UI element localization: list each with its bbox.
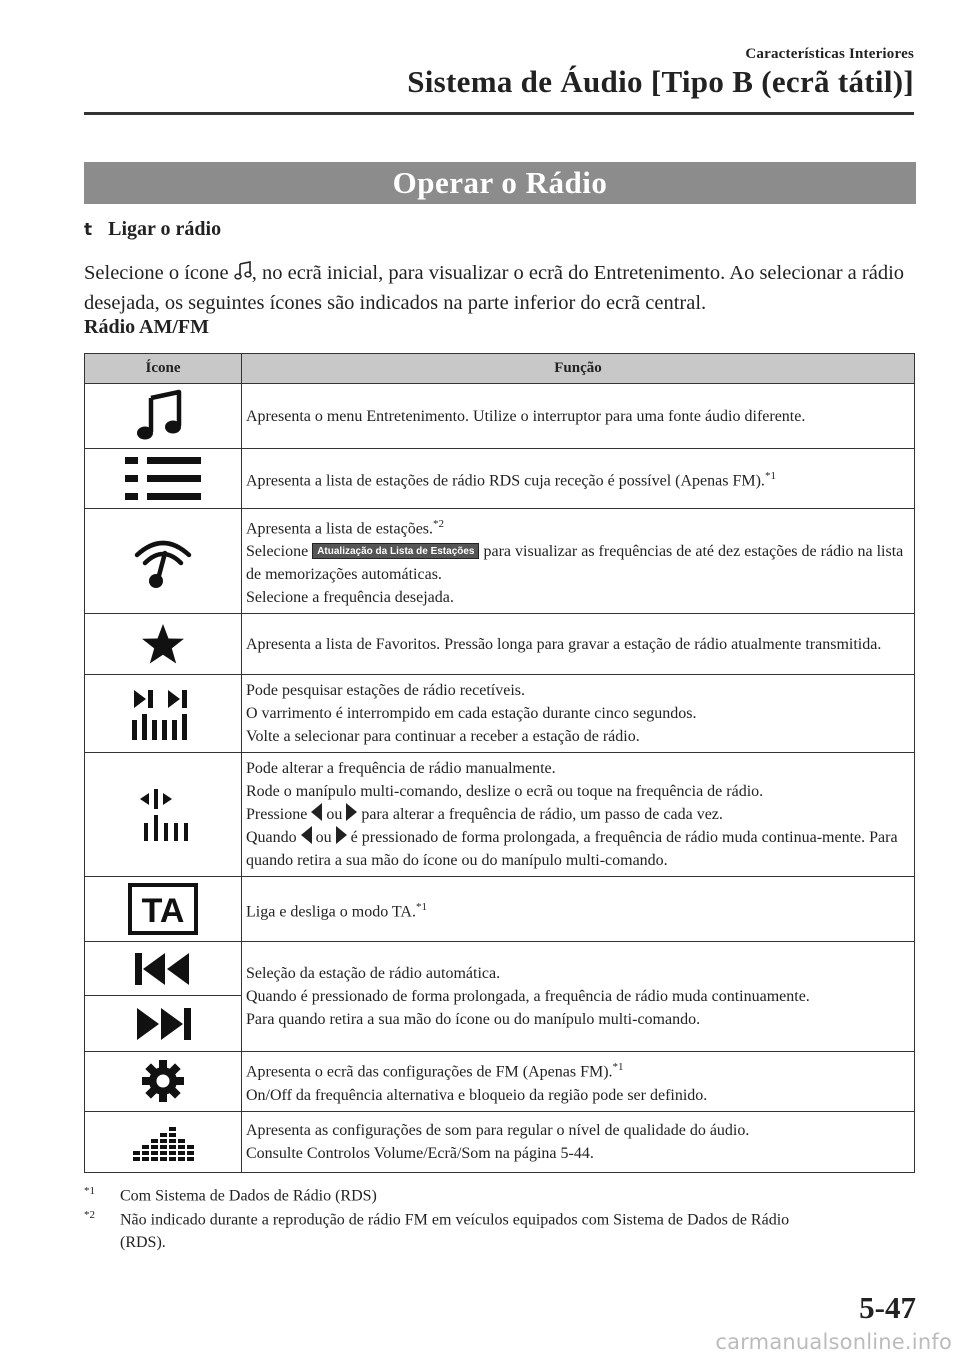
- function-text: para alterar a frequência de rádio, um passo de cada vez.: [357, 806, 723, 824]
- ta-icon: [127, 882, 199, 936]
- footnote-text: Não indicado durante a reprodução de rádio FM em veículos equipados com Sistema de Dados de Rádio: [120, 1211, 790, 1229]
- subheading: Rádio AM/FM: [84, 316, 209, 338]
- intro-paragraph: [84, 258, 920, 318]
- table-row: [85, 877, 915, 942]
- function-text: Seleção da estação de rádio automática.: [246, 965, 501, 983]
- star-icon: [141, 622, 185, 666]
- function-text: Quando é pressionado de forma prolongada, a frequência de rádio muda continuamente.: [246, 988, 810, 1006]
- function-text: Volte a selecionar para continuar a receber a estação de rádio.: [246, 728, 640, 746]
- watermark: carmanualsonline.info: [715, 1330, 952, 1354]
- ta-icon-label: TA: [141, 892, 185, 931]
- footnote-text: (RDS).: [120, 1234, 166, 1252]
- table-row: [85, 449, 915, 509]
- function-text: Rode o manípulo multi-comando, deslize o ecrã ou toque na frequência de rádio.: [246, 783, 764, 801]
- bullet-marker: t: [84, 220, 93, 240]
- function-text: Consulte Controlos Volume/Ecrã/Som na página 5-44.: [246, 1144, 594, 1162]
- function-text: Apresenta a lista de estações.: [246, 520, 434, 538]
- function-text: Liga e desliga o modo TA.: [246, 902, 416, 920]
- section-heading: [84, 218, 221, 241]
- function-text: Selecione: [246, 543, 313, 561]
- table-row: [85, 509, 915, 614]
- col-header-function: Função: [242, 354, 915, 384]
- section-banner: Operar o Rádio: [84, 162, 916, 204]
- footnote-ref: *1: [415, 900, 427, 913]
- equalizer-icon: [131, 1119, 195, 1165]
- gear-icon: [141, 1059, 185, 1103]
- tune-icon: [137, 787, 189, 843]
- scan-icon: [128, 686, 198, 742]
- footnote-ref: *1: [764, 469, 776, 482]
- page-number: 5-47: [859, 1290, 916, 1325]
- table-row: [85, 942, 915, 996]
- entertainment-inline-icon: [234, 261, 252, 281]
- table-row: [85, 384, 915, 449]
- function-text: O varrimento é interrompido em cada estação durante cinco segundos.: [246, 705, 697, 723]
- table-row: [85, 1111, 915, 1172]
- table-row: [85, 614, 915, 675]
- function-text: Pode alterar a frequência de rádio manualmente.: [246, 760, 556, 778]
- function-text: Para quando retira a sua mão do ícone ou do manípulo multi-comando.: [246, 1011, 701, 1029]
- footnote-2: [84, 1204, 884, 1254]
- footnote-ref: *2: [433, 518, 445, 530]
- function-text: Pressione: [246, 806, 312, 824]
- function-text: Pode pesquisar estações de rádio recetíveis.: [246, 682, 526, 700]
- function-text: Apresenta a lista de estações de rádio RDS cuja receção é possível (Apenas FM).: [246, 472, 765, 490]
- arrow-left-icon: [311, 803, 322, 821]
- function-text: ou: [322, 806, 347, 824]
- function-text: Selecione a frequência desejada.: [246, 589, 454, 607]
- function-text: para visualizar as frequências de até dez estações de rádio na lista de memorizações automáticas.: [246, 543, 904, 584]
- function-text: Quando: [246, 829, 301, 847]
- footnote-key: *2: [84, 1209, 95, 1221]
- table-row: [85, 1052, 915, 1111]
- function-text: On/Off da frequência alternativa e bloqueio da região pode ser definido.: [246, 1086, 708, 1104]
- function-text: Apresenta as configurações de som para regular o nível de qualidade do áudio.: [246, 1121, 750, 1139]
- arrow-right-icon: [336, 826, 347, 844]
- function-text: Apresenta a lista de Favoritos. Pressão longa para gravar a estação de rádio atualmente transmitida.: [242, 614, 915, 675]
- skip-back-icon: [131, 949, 195, 989]
- skip-forward-icon: [131, 1004, 195, 1044]
- header-title: Sistema de Áudio [Tipo B (ecrã tátil)]: [407, 64, 914, 99]
- footnote-ref: *1: [612, 1061, 624, 1074]
- header-rule: [84, 112, 914, 115]
- antenna-icon: [131, 533, 195, 589]
- table-row: [85, 675, 915, 753]
- col-header-icon: Ícone: [85, 354, 242, 384]
- arrow-right-icon: [346, 803, 357, 821]
- footnote-key: *1: [84, 1185, 95, 1197]
- function-text: ou: [311, 829, 336, 847]
- function-text: Apresenta o ecrã das configurações de FM (Apenas FM).: [246, 1063, 613, 1081]
- function-text: é pressionado de forma prolongada, a frequência de rádio muda continua-mente. Para quando retira a sua mão do ícone ou do manípulo multi-comando.: [246, 829, 898, 870]
- arrow-left-icon: [301, 826, 312, 844]
- function-text: Apresenta o menu Entretenimento. Utilize o interruptor para uma fonte áudio diferente.: [242, 384, 915, 449]
- intro-text-after: , no ecrã inicial, para visualizar o ecrã do Entretenimento. Ao selecionar a rádio desejada, os seguintes ícones são indicados na parte inferior do ecrã central.: [84, 262, 905, 314]
- list-icon: [123, 455, 203, 503]
- music-note-icon: [133, 388, 193, 444]
- intro-text-before: Selecione o ícone: [84, 262, 234, 284]
- table-header-row: [85, 354, 915, 384]
- section-heading-text: Ligar o rádio: [108, 218, 222, 240]
- function-table: [84, 353, 915, 1173]
- footnote-text: Com Sistema de Dados de Rádio (RDS): [120, 1187, 377, 1205]
- update-station-list-button: Atualização da Lista de Estações: [312, 543, 479, 559]
- header-subtitle: Características Interiores: [745, 46, 914, 62]
- table-row: [85, 753, 915, 877]
